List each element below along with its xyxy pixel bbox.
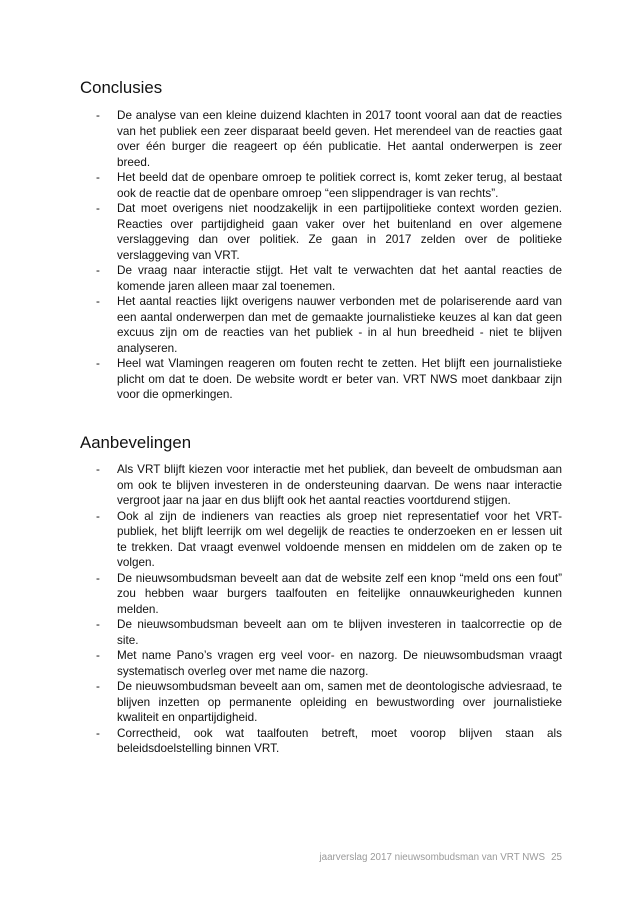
bullet-dash: - [96,171,100,184]
recommendation-item [96,509,562,571]
text-line: volgen. [117,556,155,569]
conclusion-item [96,356,562,403]
text-line: Heel wat Vlamingen reageren om fouten recht te zetten. Het blijft een journalistieke [117,357,562,370]
text-line: Als VRT blijft kiezen voor interactie met het publiek, dan beveelt de ombudsman aan [117,463,562,476]
conclusion-item [96,108,562,170]
item-text [117,294,562,356]
bullet-dash: - [96,357,100,370]
text-line: te trekken. Dat vraagt evenwel voldoende mensen en middelen om de zaken op te [117,540,562,554]
conclusion-item [96,263,562,294]
text-line: Dat moet overigens niet noodzakelijk in een partijpolitieke context worden gezien. [117,202,562,215]
bullet-dash: - [96,618,100,631]
text-line: over één burger die reageert op één publicatie. Het aantal onderwerpen is zeer [117,140,562,153]
bullet-dash: - [96,109,100,122]
bullet-dash: - [96,571,100,585]
item-text [117,648,562,679]
text-line: vergroot jaar na jaar en dus blijft ook het aantal reacties voortdurend stijgen. [117,494,511,507]
recommendation-item [96,679,562,726]
text-line: van het publiek een zeer disparaat beeld geven. Het merendeel van de reacties gaat [117,124,562,138]
section-heading-conclusions: Conclusies [80,78,163,97]
text-line: De analyse van een kleine duizend klachten in 2017 toont vooral aan dat de reacties [117,109,562,122]
text-line: ook de reactie dat de openbare omroep “een slippendrager is van rechts”. [117,186,499,200]
item-text [117,462,562,509]
bullet-dash: - [96,680,100,693]
text-line: plicht om dat te doen. De website wordt er beter van. VRT NWS moet dankbaar zijn [117,372,562,386]
text-line: site. [117,633,139,647]
section-heading-recommendations: Aanbevelingen [80,433,192,452]
item-text [117,726,562,757]
item-text [117,201,562,263]
text-line: excuus zijn om de reacties van het publiek - in al hun breedheid - niet te blijven [117,326,562,339]
conclusion-item [96,201,562,263]
text-line: verslaggeving dan over politiek. Ze gaan in 2017 zelden over de politieke [117,233,562,246]
recommendation-item [96,571,562,618]
recommendations-list [96,462,562,757]
text-line: komende jaren alleen maar zal toenemen. [117,279,336,293]
text-line: systematisch overleg over met name die nazorg. [117,664,369,678]
conclusion-item [96,170,562,201]
text-line: voor die opmerkingen. [117,388,233,401]
text-line: De nieuwsombudsman beveelt aan dat de website zelf een knop “meld ons een fout” [117,571,562,585]
text-line: kwaliteit en onpartijdigheid. [117,711,258,724]
text-line: melden. [117,602,159,616]
conclusions-list [96,108,562,403]
text-line: Met name Pano’s vragen erg veel voor- en nazorg. De nieuwsombudsman vraagt [117,649,562,662]
text-line: beleidsdoelstelling binnen VRT. [117,742,280,755]
recommendation-item [96,726,562,757]
item-text [117,571,562,618]
item-text [117,356,562,403]
bullet-dash: - [96,202,100,215]
recommendation-item [96,648,562,679]
item-text [117,170,562,201]
item-text [117,509,562,571]
bullet-dash: - [96,726,100,740]
page-footer [319,851,562,865]
text-line: Het aantal reacties lijkt overigens nauwer verbonden met de polariserende aard van [117,295,562,308]
text-line: blijven inzetten op permanente opleiding en bewustwording over journalistieke [117,695,562,709]
recommendation-item [96,617,562,648]
footer-title: jaarverslag 2017 nieuwsombudsman van VRT NWS [319,852,546,863]
text-line: een aantal onderwerpen dan met de gemaakte journalistieke keuzes al kan dat geen [117,310,562,324]
text-line: De nieuwsombudsman beveelt aan om te blijven investeren in taalcorrectie op de [117,618,562,631]
item-text [117,263,562,294]
text-line: om ook te blijven investeren in de ondersteuning daarvan. De wens naar interactie [117,478,562,492]
text-line: De nieuwsombudsman beveelt aan om, samen met de deontologische adviesraad, te [117,680,562,693]
text-line: zou hebben waar burgers taalfouten en feitelijke onnauwkeurigheden kunnen [117,587,562,600]
text-line: breed. [117,155,151,169]
text-line: De vraag naar interactie stijgt. Het valt te verwachten dat het aantal reacties de [117,264,562,277]
item-text [117,108,562,170]
text-line: publiek, het blijft leerrijk om wel degelijk de reacties te onderzoeken en er lessen uit [117,525,562,538]
text-line: Ook al zijn de indieners van reacties als groep niet representatief voor het VRT- [117,509,562,523]
page-number: 25 [551,852,562,863]
item-text [117,679,562,726]
text-line: Correctheid, ook wat taalfouten betreft, moet voorop blijven staan als [117,726,562,740]
bullet-dash: - [96,264,100,277]
conclusion-item [96,294,562,356]
text-line: Reacties over partijdigheid gaan vaker over het buitenland en over algemene [117,217,562,231]
bullet-dash: - [96,463,100,476]
bullet-dash: - [96,649,100,662]
item-text [117,617,562,648]
text-line: Het beeld dat de openbare omroep te politiek correct is, komt zeker terug, al bestaat [117,171,562,184]
text-line: analyseren. [117,341,178,355]
text-line: verslaggeving van VRT. [117,248,240,262]
bullet-dash: - [96,295,100,308]
recommendation-item [96,462,562,509]
bullet-dash: - [96,509,100,523]
